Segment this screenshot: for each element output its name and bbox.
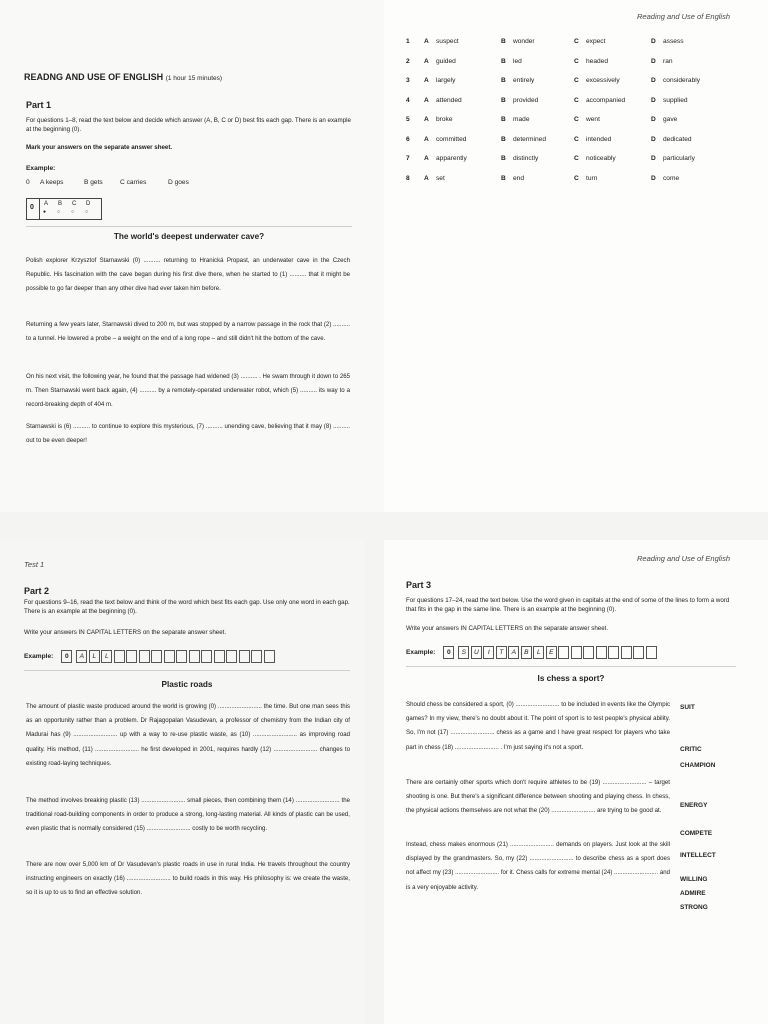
question-number: 8 (406, 174, 410, 182)
option-letter: C (574, 135, 579, 143)
divider (24, 670, 350, 671)
option-letter: C (574, 96, 579, 104)
letter-box: L (89, 650, 100, 663)
option-b: distinctly (513, 155, 539, 162)
text-title: The world's deepest underwater cave? (113, 232, 265, 241)
keyword: COMPETE (680, 830, 713, 837)
option-a: guided (436, 57, 456, 65)
letter-box (621, 646, 632, 659)
option-a: attended (436, 96, 462, 104)
letter-box (164, 650, 175, 663)
option-letter: B (501, 38, 506, 45)
letter-box (583, 646, 594, 659)
page-answer-options (384, 0, 768, 512)
letter-box: S (458, 646, 469, 659)
option-a: broke (436, 116, 453, 123)
text-title: Plastic roads (161, 680, 213, 689)
paragraph-4: Starnawski is (6) .......... to continue to explore this mysterious, (7) .......... unending cave, believing that it may (8) .......... out to be even deeper! (26, 423, 350, 445)
option-c: expect (586, 38, 606, 45)
letter-box: A (508, 646, 519, 659)
example-label: Example: (24, 653, 54, 660)
question-number: 1 (406, 38, 410, 45)
example-boxes (443, 646, 658, 659)
option-letter: A (424, 96, 429, 104)
paragraph-2: The method involves breaking plastic (13) .......................... small pieces, then combining them (14) .......................... the traditional road-building components in order to produce a strong, long-lasting material. All kinds of plastic can be used, even plastic that is normally considered (15) .......................... costly to be worth recycling. (26, 797, 350, 833)
option-row (406, 77, 746, 87)
running-header: Test 1 (24, 560, 45, 569)
letter-box: U (471, 646, 482, 659)
option-a: apparently (436, 155, 467, 162)
letter-box: A (76, 650, 87, 663)
paragraph-3: On his next visit, the following year, he found that the passage had widened (3) .......... . He swam through it down to 265 m. Then Starnawski went back again, (4) .......... by a remotely-operated underwater robot, which (5) .......... its way to a record-breaking depth of 404 m. (26, 373, 350, 409)
instructions: For questions 9–16, read the text below and think of the word which best fits each gap. Use only one word in each gap. There is an example at the beginning (0). (24, 599, 350, 615)
option-letter: A (424, 174, 429, 182)
option-b: provided (513, 96, 539, 104)
keyword: SUIT (680, 704, 695, 711)
option-row (406, 97, 746, 107)
heading-time: (1 hour 15 minutes) (165, 75, 223, 82)
section-heading (24, 72, 364, 82)
option-letter: C (574, 77, 579, 84)
option-letter: D (651, 38, 656, 45)
letter-box: L (533, 646, 544, 659)
option-a: suspect (436, 38, 459, 45)
option-letter: A (424, 155, 429, 162)
question-number: 4 (406, 96, 410, 104)
option-letter: C (574, 57, 579, 65)
letter-box (558, 646, 569, 659)
option-letter: A (424, 57, 429, 65)
letter-box: T (496, 646, 507, 659)
letter-box (633, 646, 644, 659)
option-letter: C (574, 174, 579, 182)
option-letter: B (501, 77, 506, 84)
box-divider (39, 199, 40, 219)
box-letter-c: C (72, 201, 77, 207)
option-a: set (436, 174, 445, 182)
option-b: led (513, 57, 522, 65)
box-mark-d: ○ (85, 209, 89, 215)
option-row (406, 155, 746, 165)
option-b: end (513, 174, 525, 182)
box-letter-d: D (86, 201, 91, 207)
divider (26, 226, 352, 227)
write-instruction (24, 628, 226, 637)
running-header: Reading and Use of English (637, 12, 730, 21)
letter-box: L (101, 650, 112, 663)
keyword: ADMIRE (680, 890, 706, 897)
letter-box (264, 650, 275, 663)
keyword: INTELLECT (680, 852, 716, 859)
option-row (406, 38, 746, 48)
option-a: largely (436, 77, 456, 84)
letter-box (608, 646, 619, 659)
option-letter: D (651, 116, 656, 123)
example-row (24, 650, 276, 663)
question-number: 3 (406, 77, 410, 84)
letter-box: I (483, 646, 494, 659)
paragraph-3: Instead, chess makes enormous (21) .......................... demands on players. Just look at the skill displayed by the grandmasters. So, my (22) .......................... to describe chess as a sport does not affect my (23) .......................... for it. Chess calls for extreme mental (24) .......................... and is a very enjoyable activity. (406, 841, 670, 891)
option-row (406, 116, 746, 126)
option-d: come (663, 174, 680, 182)
divider (406, 666, 736, 667)
keyword: STRONG (680, 904, 708, 911)
example-option-c: C carries (120, 179, 147, 186)
letter-box (126, 650, 137, 663)
option-letter: B (501, 135, 506, 143)
option-letter: B (501, 57, 506, 65)
question-number: 2 (406, 57, 410, 65)
letter-box (201, 650, 212, 663)
instructions: For questions 1–8, read the text below and decide which answer (A, B, C or D) best fits each gap. There is an example at the beginning (0). (26, 117, 351, 133)
box-mark-c: ○ (71, 209, 75, 215)
example-boxes (61, 650, 276, 663)
option-letter: C (574, 116, 579, 123)
option-d: gave (663, 116, 678, 123)
box-num: 0 (30, 204, 34, 211)
letter-box (571, 646, 582, 659)
letter-box (189, 650, 200, 663)
letter-box (151, 650, 162, 663)
option-letter: D (651, 57, 656, 65)
option-c: accompanied (586, 96, 626, 104)
option-letter: D (651, 174, 656, 182)
option-row (406, 175, 746, 185)
write-text: Write your answers IN CAPITAL LETTERS on the separate answer sheet. (24, 629, 227, 636)
option-letter: A (424, 116, 429, 123)
question-number: 6 (406, 135, 410, 143)
example-number-box: 0 (61, 650, 72, 663)
option-letter: C (574, 38, 579, 45)
option-c: turn (586, 174, 598, 182)
example-num: 0 (26, 179, 30, 186)
mark-instruction: Mark your answers on the separate answer sheet. (26, 144, 173, 151)
option-c: excessively (586, 77, 620, 84)
option-b: entirely (513, 77, 535, 84)
page-part1 (0, 0, 384, 512)
option-d: dedicated (663, 135, 692, 143)
letter-box (139, 650, 150, 663)
example-label: Example: (406, 649, 436, 656)
option-c: went (586, 116, 600, 123)
page-part2 (0, 540, 365, 1024)
option-d: ran (663, 57, 673, 65)
letter-box (646, 646, 657, 659)
option-b: wonder (513, 38, 535, 45)
part-title: Part 2 (24, 586, 50, 596)
paragraph-1: Should chess be considered a sport, (0) .......................... to be included in events like the Olympic games? In my view, there's no doubt about it. The point of sport is to test people's physical ability. So, I'm not (17) .......................... chess as a game and I have great respect for players who take part in chess (18) .......................... . I'm just saying it's not a sport. (406, 701, 670, 751)
keyword: CHAMPION (680, 762, 716, 769)
example-label: Example: (26, 165, 56, 172)
question-number: 7 (406, 155, 410, 162)
box-mark-a: ● (43, 209, 47, 215)
option-letter: B (501, 155, 506, 162)
letter-box (176, 650, 187, 663)
box-mark-b: ○ (57, 209, 61, 215)
option-c: headed (586, 57, 609, 65)
example-number-box: 0 (443, 646, 454, 659)
option-letter: D (651, 155, 656, 162)
instructions: For questions 17–24, read the text below. Use the word given in capitals at the end of some of the lines to form a word that fits in the gap in the same line. There is an example at the beginning (0). (406, 597, 730, 613)
option-letter: B (501, 96, 506, 104)
option-letter: A (424, 135, 429, 143)
heading-text: READNG AND USE OF ENGLISH (24, 72, 164, 82)
option-letter: C (574, 155, 579, 162)
option-d: assess (663, 38, 684, 45)
option-letter: A (424, 38, 429, 45)
letter-box (596, 646, 607, 659)
part-title: Part 3 (406, 580, 432, 590)
option-letter: D (651, 77, 656, 84)
keyword: CRITIC (680, 746, 702, 753)
letter-box (251, 650, 262, 663)
letter-box (214, 650, 225, 663)
letter-box: B (521, 646, 532, 659)
option-a: committed (436, 135, 467, 143)
keyword: WILLING (680, 876, 708, 883)
option-b: made (513, 116, 530, 123)
paragraph-1: Polish explorer Krzysztof Starnawski (0) .......... returning to Hranická Propast, an underwater cave in the Czech Republic. His fascination with the cave began during his first dive there, when he started to (1) .......... that it might be possible to go far deeper than any other dive had ever taken him before. (26, 257, 350, 293)
option-d: supplied (663, 96, 688, 104)
letter-box (239, 650, 250, 663)
part-title: Part 1 (26, 100, 52, 110)
paragraph-3: There are now over 5,000 km of Dr Vasudevan's plastic roads in use in rural India. He travels throughout the country instructing engineers on exactly (16) .......................... to build roads in this way. His philosophy is: we create the waste, so it is up to us to find an effective solution. (26, 861, 350, 897)
paragraph-2: Returning a few years later, Starnawski dived to 200 m, but was stopped by a narrow passage in the rock that (2) .......... to a tunnel. He lowered a probe – a weight on the end of a long rope – and still didn't hit the bottom of the cave. (26, 321, 350, 343)
letter-box (226, 650, 237, 663)
option-d: considerably (663, 77, 701, 84)
option-b: determined (513, 135, 546, 143)
text-title: Is chess a sport? (537, 674, 605, 683)
example-answer-box (26, 198, 102, 220)
option-d: particularly (663, 155, 695, 162)
example-option-d: D goes (168, 179, 189, 186)
option-letter: D (651, 135, 656, 143)
example-row (26, 179, 286, 186)
option-letter: D (651, 96, 656, 104)
keyword: ENERGY (680, 802, 708, 809)
write-text: Write your answers IN CAPITAL LETTERS on the separate answer sheet. (406, 625, 609, 632)
running-header: Reading and Use of English (637, 554, 730, 563)
example-row (406, 646, 658, 659)
option-row (406, 136, 746, 146)
paragraph-1: The amount of plastic waste produced around the world is growing (0) .......................... the time. But one man sees this as an opportunity rather than a problem. Dr Rajagopalan Vasudevan, a professor of chemistry from the Indian city of Madurai has (9) .......................... up with a way to re-use plastic waste, as (10) .......................... as improving road quality. His method, (11) .......................... he first developed in 2001, requires hardly (12) .......................... changes to existing road-laying techniques. (26, 703, 350, 767)
option-c: intended (586, 135, 612, 143)
example-option-a: A keeps (40, 179, 64, 186)
letter-box (114, 650, 125, 663)
option-letter: B (501, 174, 506, 182)
option-c: noticeably (586, 155, 616, 162)
box-letter-a: A (44, 201, 49, 207)
write-instruction (406, 624, 608, 633)
option-letter: A (424, 77, 429, 84)
paragraph-2: There are certainly other sports which don't require athletes to be (19) .......................... – target shooting is one. But there's a significant difference between shooting and playing chess. In chess, the physical actions themselves are not what the (20) .......................... are trying to be good at. (406, 779, 670, 815)
box-letter-b: B (58, 201, 63, 207)
letter-box: E (546, 646, 557, 659)
option-row (406, 58, 746, 68)
example-option-b: B gets (84, 179, 103, 186)
question-number: 5 (406, 116, 410, 123)
option-letter: B (501, 116, 506, 123)
page-part3 (384, 540, 768, 1024)
